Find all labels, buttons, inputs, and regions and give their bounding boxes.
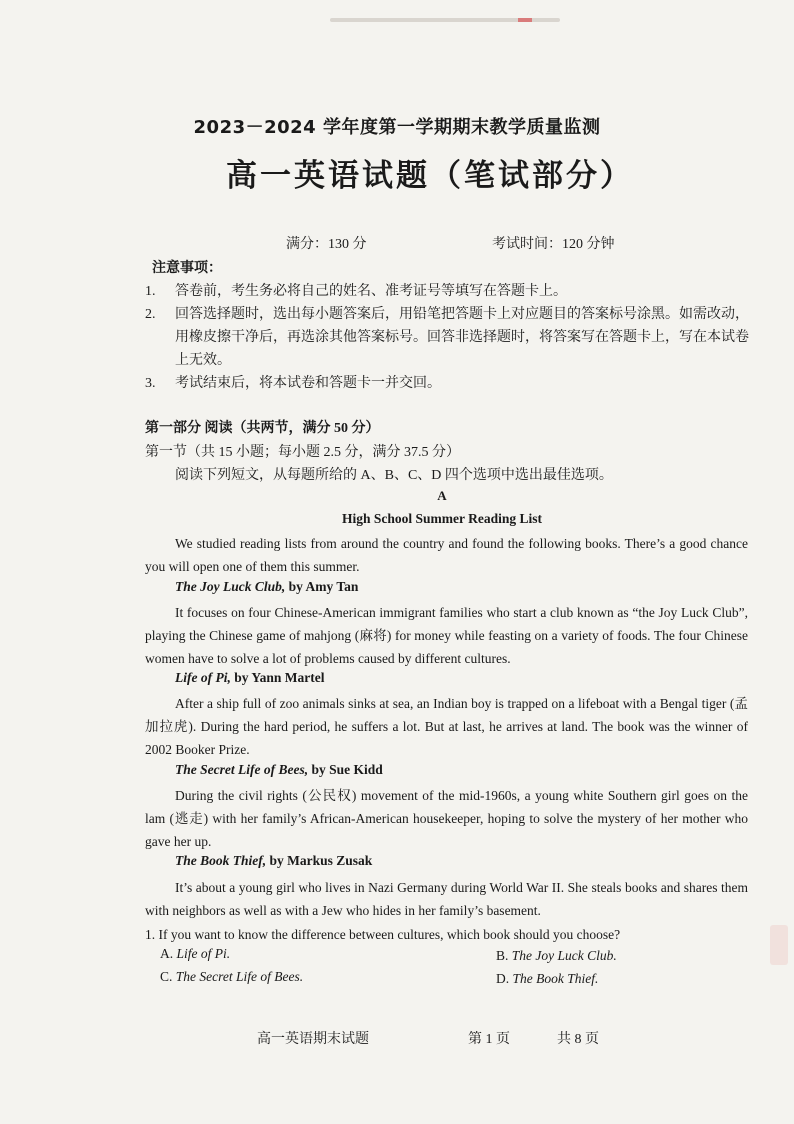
- exam-subtitle: 2023－2024 学年度第一学期期末教学质量监测: [193, 117, 601, 138]
- instruction: 阅读下列短文，从每题所给的 A、B、C、D 四个选项中选出最佳选项。: [175, 468, 613, 483]
- book-description: During the civil rights (公民权) movement of the mid-1960s, a young white Southern girl goes on the lam (逃走) with her family’s African-American housekeeper, hoping to solve the mystery of her mother who gave her up.: [145, 788, 748, 849]
- note-number: 1.: [145, 284, 156, 299]
- option-letter: C.: [160, 969, 176, 984]
- option-text: The Joy Luck Club.: [511, 948, 617, 963]
- option-letter: B.: [496, 948, 512, 963]
- note-text: 答卷前，考生务必将自己的姓名、准考证号等填写在答题卡上。: [175, 284, 567, 299]
- book-author: by Amy Tan: [285, 579, 359, 594]
- option-c[interactable]: [160, 969, 303, 985]
- note-number: 3.: [145, 376, 156, 391]
- scan-mark-red: [518, 18, 532, 22]
- option-text: Life of Pi.: [176, 946, 231, 961]
- book-title: The Joy Luck Club,: [175, 579, 286, 594]
- footer-page: 第 1 页: [468, 1032, 510, 1047]
- passage-letter: A: [437, 488, 447, 503]
- book-heading: [175, 762, 383, 778]
- option-b[interactable]: [496, 948, 617, 964]
- book-title: Life of Pi,: [175, 670, 231, 685]
- book-description: After a ship full of zoo animals sinks at sea, an Indian boy is trapped on a lifeboat with a Bengal tiger (孟加拉虎). During the hard period, he suffers a lot. But at last, he arrives at land. The book was the winner of 2002 Booker Prize.: [145, 696, 748, 757]
- book-heading: [175, 853, 372, 869]
- full-score: 满分：130 分: [286, 237, 367, 252]
- note-item: [145, 280, 757, 303]
- option-text: The Book Thief.: [512, 971, 599, 986]
- passage-intro: We studied reading lists from around the country and found the following books. There’s a good chance you will open one of them this summer.: [145, 536, 748, 574]
- book-author: by Sue Kidd: [308, 762, 383, 777]
- book-heading: [175, 579, 358, 595]
- footer-total: 共 8 页: [557, 1032, 599, 1047]
- note-item: [145, 303, 757, 368]
- note-text: 回答选择题时，选出每小题答案后，用铅笔把答题卡上对应题目的答案标号涂黑。如需改动，用橡皮擦干净后，再选涂其他答案标号。回答非选择题时，将答案写在答题卡上，写在本试卷上无效。: [175, 307, 749, 368]
- book-heading: [175, 670, 324, 686]
- option-letter: D.: [496, 971, 513, 986]
- book-author: by Markus Zusak: [266, 853, 373, 868]
- option-a[interactable]: [160, 946, 230, 962]
- section-title: 第一节（共 15 小题；每小题 2.5 分，满分 37.5 分）: [145, 445, 460, 460]
- book-description: It focuses on four Chinese-American immigrant families who start a club known as “the Joy Luck Club”, playing the Chinese game of mahjong (麻将) for money while feasting on a variety of foods. The four Chinese women have to solve a lot of problems caused by different cultures.: [145, 605, 748, 666]
- option-text: The Secret Life of Bees.: [175, 969, 304, 984]
- note-text: 考试结束后，将本试卷和答题卡一并交回。: [175, 376, 441, 391]
- book-title: The Book Thief,: [175, 853, 267, 868]
- part-title: 第一部分 阅读（共两节，满分 50 分）: [145, 421, 380, 436]
- option-d[interactable]: [496, 971, 598, 987]
- book-title: The Secret Life of Bees,: [175, 762, 309, 777]
- scan-edge-mark: [770, 925, 788, 965]
- footer-title: 高一英语期末试题: [257, 1032, 369, 1047]
- notes-title: 注意事项：: [152, 261, 222, 276]
- passage-title: High School Summer Reading List: [341, 511, 543, 526]
- book-author: by Yann Martel: [230, 670, 325, 685]
- note-number: 2.: [145, 307, 156, 322]
- exam-time: 考试时间：120 分钟: [492, 237, 615, 252]
- book-description: It’s about a young girl who lives in Nazi Germany during World War II. She steals books and shares them with neighbors as well as with a Jew who hides in her family’s basement.: [145, 880, 748, 918]
- option-letter: A.: [160, 946, 177, 961]
- note-item: [145, 372, 757, 395]
- exam-title: 高一英语试题（笔试部分）: [226, 158, 634, 194]
- question-stem: 1. If you want to know the difference between cultures, which book should you choose?: [145, 927, 621, 942]
